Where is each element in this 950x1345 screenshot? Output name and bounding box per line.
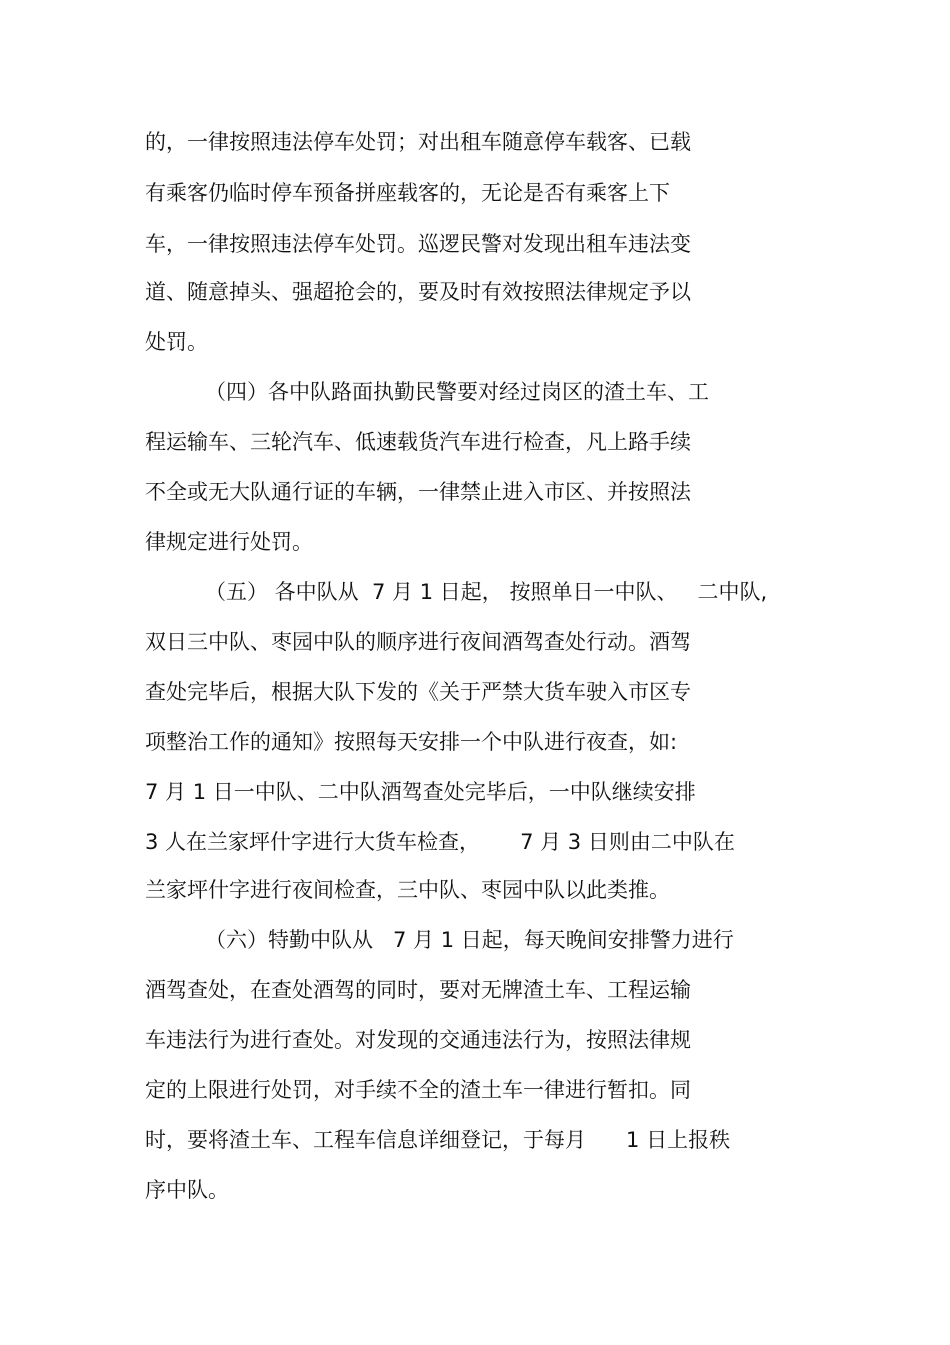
text-line: 兰家坪什字进行夜间检查，三中队、枣园中队以此类推。 [145,878,670,902]
text-line: 项整治工作的通知》按照每天安排一个中队进行夜查，如: [145,730,678,754]
text-line: 有乘客仍临时停车预备拼座载客的，无论是否有乘客上下 [145,181,670,205]
paragraph-5-first-line: （五） 各中队从 7 月 1 日起， 按照单日一中队、 二中队, [205,580,768,604]
text-line: 程运输车、三轮汽车、低速载货汽车进行检查，凡上路手续 [145,430,691,454]
text-line: 双日三中队、枣园中队的顺序进行夜间酒驾查处行动。酒驾 [145,630,691,654]
text-line: 的，一律按照违法停车处罚；对出租车随意停车载客、已载 [145,130,691,154]
paragraph-6-first-line: （六）特勤中队从 7 月 1 日起，每天晚间安排警力进行 [205,928,734,952]
text-line: 3 人在兰家坪什字进行大货车检查， 7 月 3 日则由二中队在 [145,830,735,854]
text-line: 律规定进行处罚。 [145,530,313,554]
text-line: 时，要将渣土车、工程车信息详细登记，于每月 1 日上报秩 [145,1128,731,1152]
text-line: 不全或无大队通行证的车辆，一律禁止进入市区、并按照法 [145,480,691,504]
text-line: 序中队。 [145,1178,229,1202]
text-line: 查处完毕后，根据大队下发的《关于严禁大货车驶入市区专 [145,680,691,704]
text-line: 道、随意掉头、强超抢会的，要及时有效按照法律规定予以 [145,280,691,304]
text-line: 处罚。 [145,330,208,354]
text-line: 7 月 1 日一中队、二中队酒驾查处完毕后，一中队继续安排 [145,780,696,804]
text-line: 车，一律按照违法停车处罚。巡逻民警对发现出租车违法变 [145,232,691,256]
text-line: 车违法行为进行查处。对发现的交通违法行为，按照法律规 [145,1028,691,1052]
paragraph-4-first-line: （四）各中队路面执勤民警要对经过岗区的渣土车、工 [205,380,709,404]
text-line: 定的上限进行处罚，对手续不全的渣土车一律进行暂扣。同 [145,1078,691,1102]
text-line: 酒驾查处，在查处酒驾的同时，要对无牌渣土车、工程运输 [145,978,691,1002]
